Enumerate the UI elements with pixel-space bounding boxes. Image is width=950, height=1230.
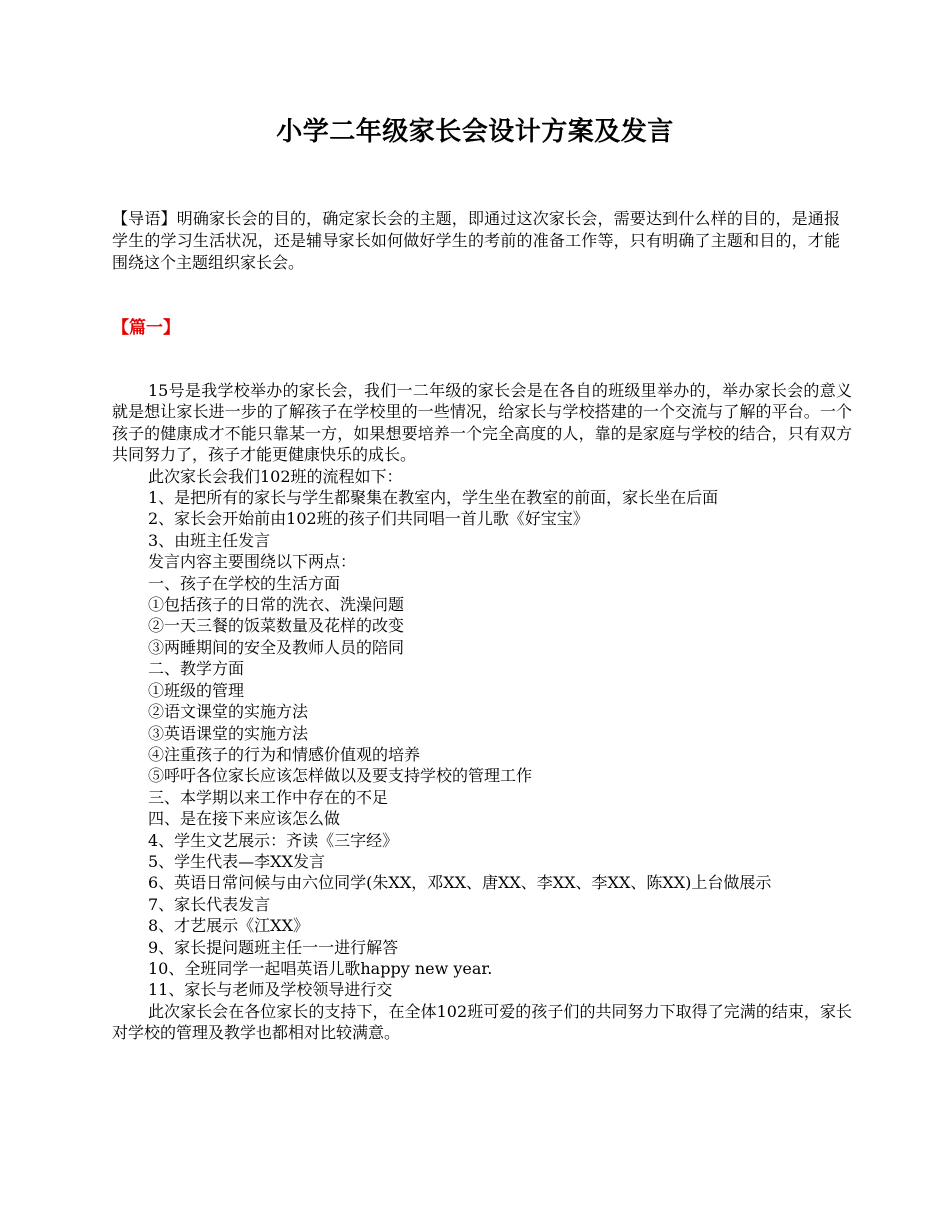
list-line-item6: 6、英语日常问候与由六位同学(朱XX，邓XX、唐XX、李XX、李XX、陈XX)上台做展示 xyxy=(148,873,772,893)
list-line: 5、学生代表—李XX发言 xyxy=(148,851,325,871)
list-line: ②一天三餐的饭菜数量及花样的改变 xyxy=(148,616,405,636)
paragraph-1: 15号是我学校举办的家长会，我们一二年级的家长会是在各自的班级里举办的，举办家长会的意义就是想让家长进一步的了解孩子在学校里的一些情况，给家长与学校搭建的一个交流与了解的平台。一个孩子的健康成才不能只靠某一方，如果想要培养一个完全高度的人，靠的是家庭与学校的结合，只有双方共同努力了，孩子才能更健康快乐的成长。 xyxy=(112,381,852,465)
document-title: 小学二年级家长会设计方案及发言 xyxy=(276,117,674,147)
list-line: 11、家长与老师及学校领导进行交 xyxy=(148,980,393,1000)
list-line: 发言内容主要围绕以下两点： xyxy=(148,552,357,572)
list-line: 7、家长代表发言 xyxy=(148,894,271,914)
list-line: ①班级的管理 xyxy=(148,680,245,700)
list-line: ⑤呼吁各位家长应该怎样做以及要支持学校的管理工作 xyxy=(148,766,533,786)
list-line: ③英语课堂的实施方法 xyxy=(148,723,309,743)
list-line: ③两睡期间的安全及教师人员的陪同 xyxy=(148,637,405,657)
list-line: 4、学生文艺展示：齐读《三字经》 xyxy=(148,830,399,850)
list-line: ④注重孩子的行为和情感价值观的培养 xyxy=(148,744,421,764)
list-line: 8、才艺展示《江XX》 xyxy=(148,916,309,936)
list-line: 此次家长会我们102班的流程如下： xyxy=(148,466,403,486)
list-line: 3、由班主任发言 xyxy=(148,530,271,550)
list-line: ②语文课堂的实施方法 xyxy=(148,702,309,722)
list-line: 一、孩子在学校的生活方面 xyxy=(148,573,341,593)
list-line: 二、教学方面 xyxy=(148,659,245,679)
section-heading: 【篇一】 xyxy=(112,318,180,338)
list-line: ①包括孩子的日常的洗衣、洗澡问题 xyxy=(148,595,405,615)
list-line: 10、全班同学一起唱英语儿歌happy new year. xyxy=(148,958,493,978)
list-line: 1、是把所有的家长与学生都聚集在教室内，学生坐在教室的前面，家长坐在后面 xyxy=(148,488,719,508)
list-line: 2、家长会开始前由102班的孩子们共同唱一首儿歌《好宝宝》 xyxy=(148,509,589,529)
closing-paragraph: 此次家长会在各位家长的支持下，在全体102班可爱的孩子们的共同努力下取得了完满的结束，家长对学校的管理及教学也都相对比较满意。 xyxy=(112,1001,852,1043)
intro-paragraph: 【导语】明确家长会的目的，确定家长会的主题，即通过这次家长会，需要达到什么样的目的，是通报学生的学习生活状况，还是辅导家长如何做好学生的考前的准备工作等，只有明确了主题和目的，才能围绕这个主题组织家长会。 xyxy=(112,209,840,272)
list-line: 四、是在接下来应该怎么做 xyxy=(148,809,341,829)
document-body xyxy=(112,380,852,1044)
list-line: 三、本学期以来工作中存在的不足 xyxy=(148,787,389,807)
list-line: 9、家长提问题班主任一一进行解答 xyxy=(148,937,399,957)
